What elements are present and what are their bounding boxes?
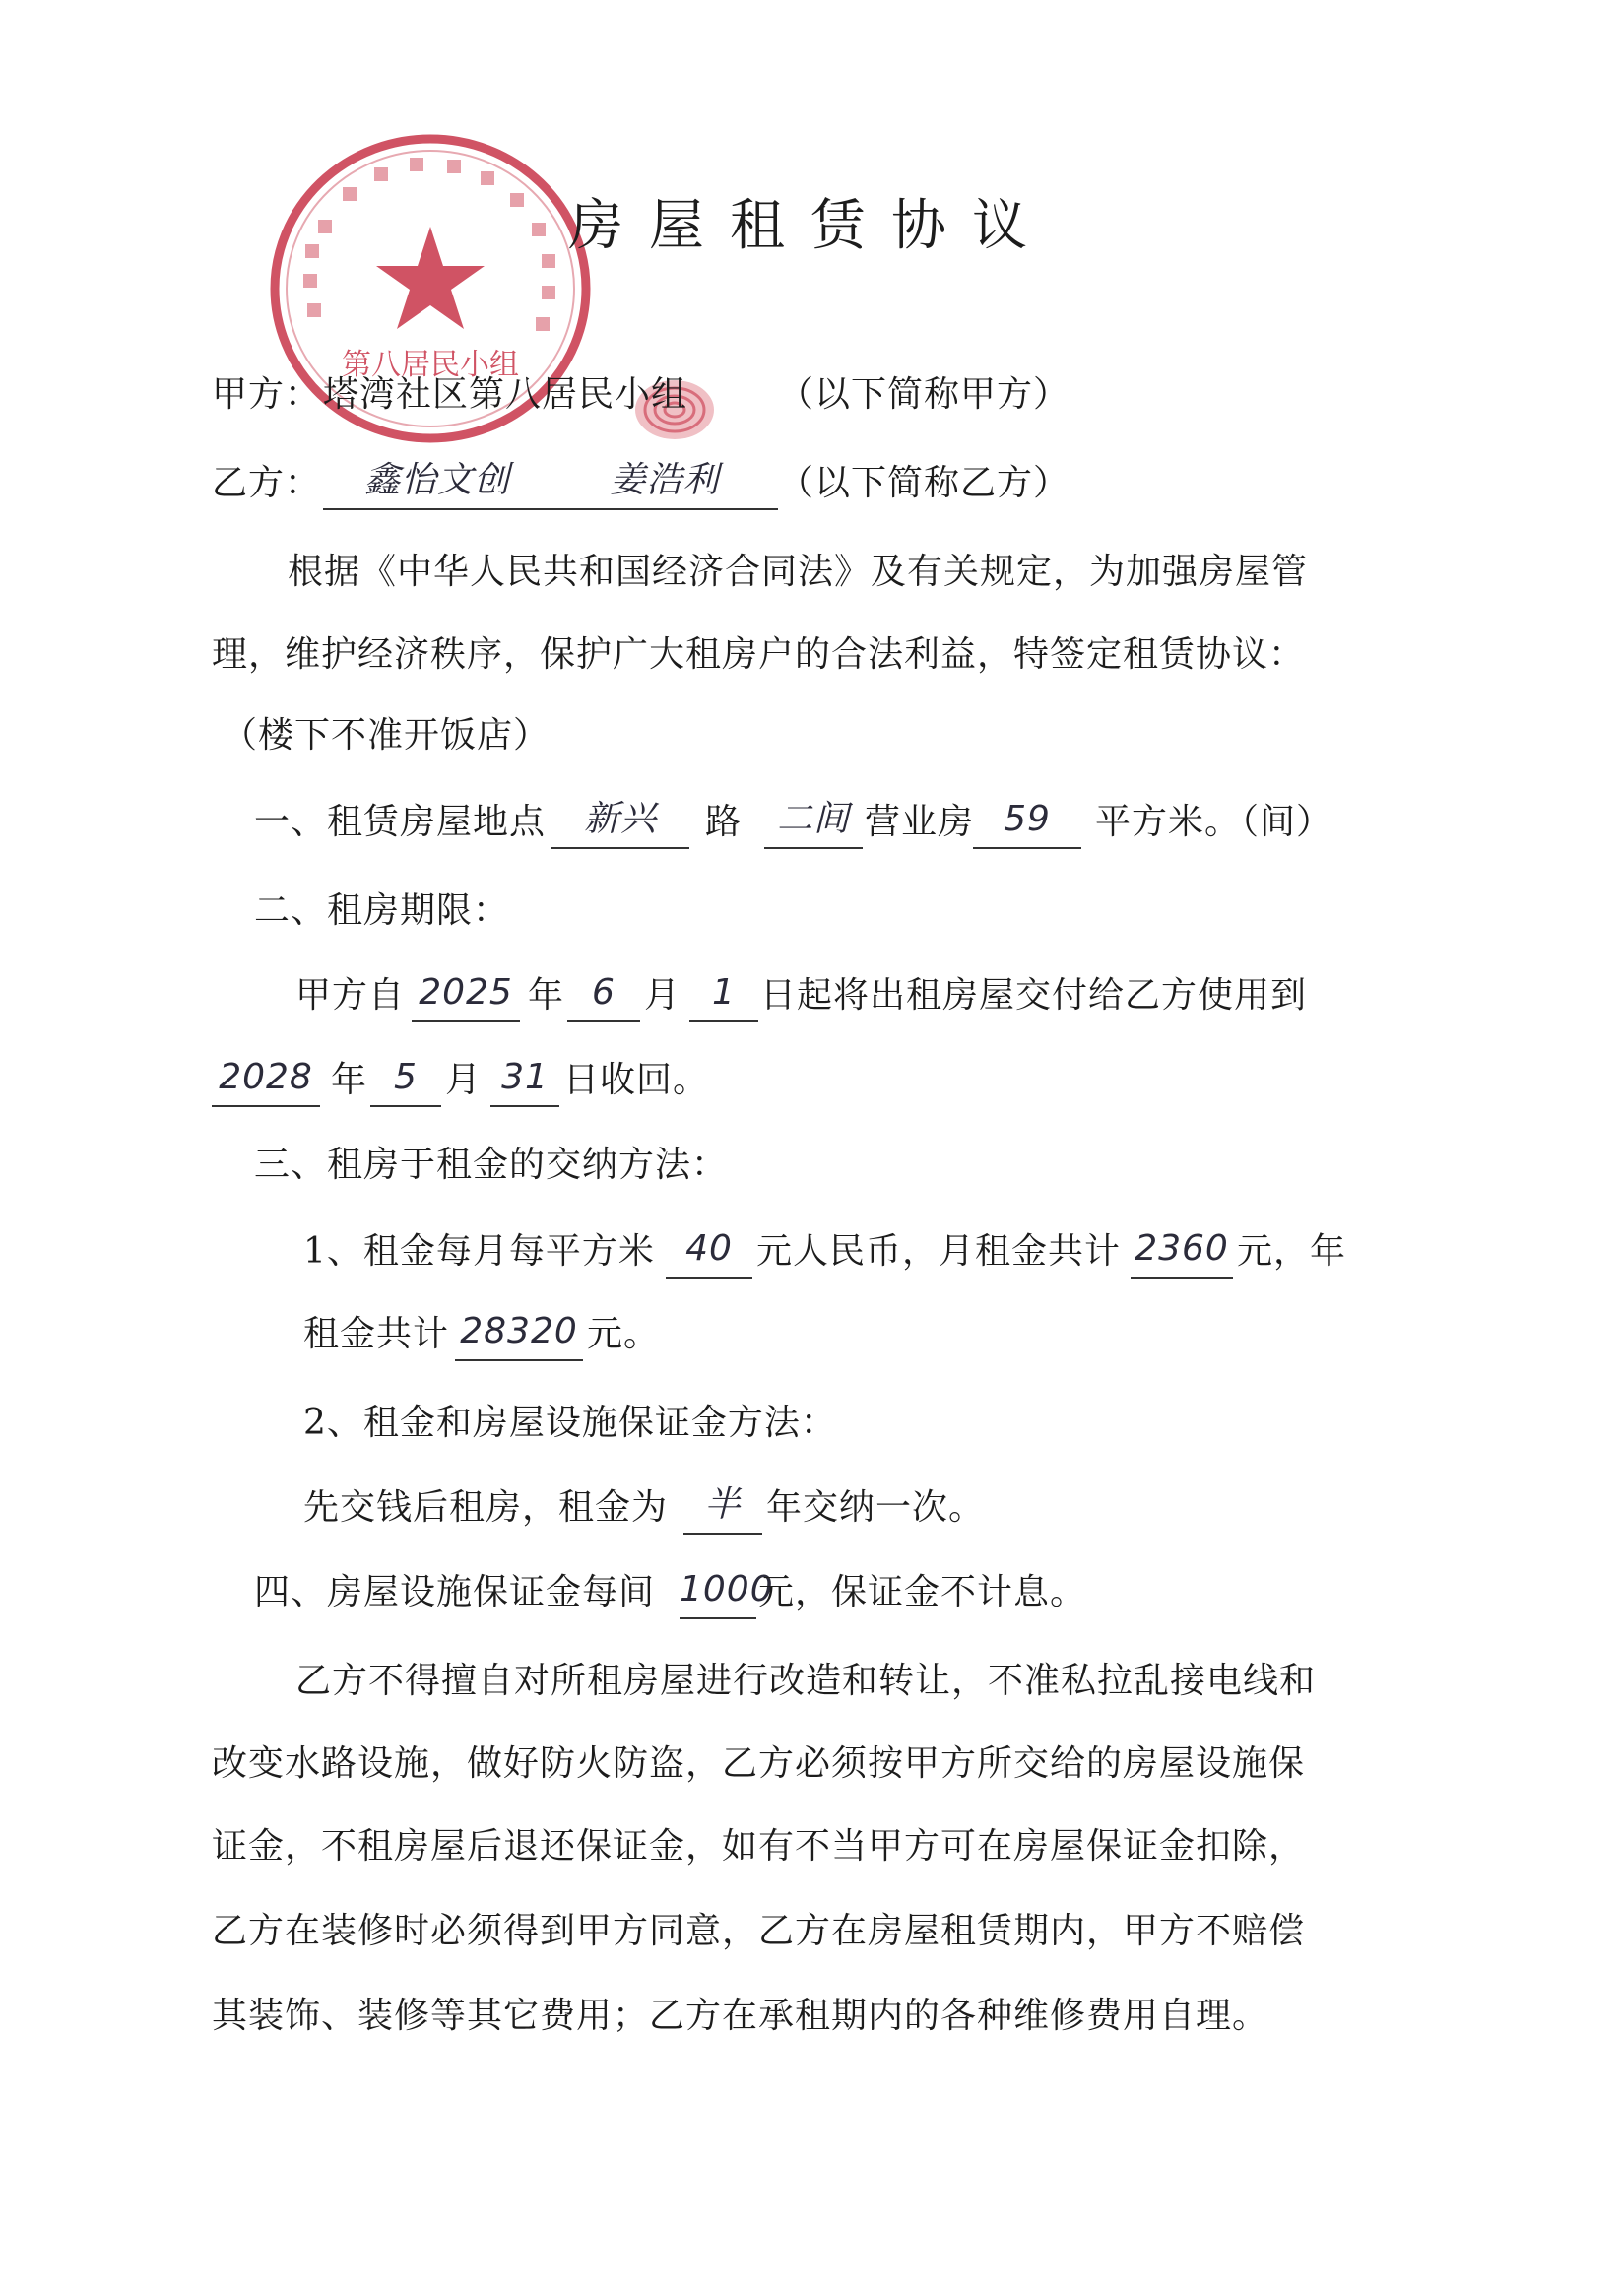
clause-2-end-year: 2028	[212, 1050, 320, 1107]
clause-3-item-1-prefix: 1、租金每月每平方米	[303, 1231, 655, 1272]
clause-1-rooms: 二间	[764, 792, 863, 849]
party-a-suffix: （以下简称甲方）	[778, 374, 1070, 415]
intro-line-1	[0, 538, 1621, 607]
clause-1-road: 路	[705, 802, 743, 842]
clause-4-deposit: 1000	[680, 1562, 756, 1619]
clause-2-start-month: 6	[567, 965, 640, 1022]
clause-3-heading	[0, 1131, 1621, 1200]
seal-center-text: 第八居民小组	[342, 348, 519, 382]
terms-text-4: 乙方在装修时必须得到甲方同意，乙方在房屋租赁期内，甲方不赔偿	[212, 1911, 1306, 1951]
party-b-company: 鑫怡文创	[323, 453, 551, 510]
party-a-line	[0, 361, 1621, 429]
clause-2-start-day: 1	[689, 965, 758, 1022]
clause-2-end-month-word: 月	[445, 1060, 483, 1100]
intro-text-2: 理，维护经济秩序，保护广大租房户的合法利益，特签定租赁协议：	[212, 634, 1306, 675]
clause-3-item-1-suffix: 元，年	[1237, 1231, 1347, 1272]
intro-note	[0, 701, 1621, 770]
clause-1-shop: 营业房	[865, 802, 975, 842]
party-b-prefix: 乙方：	[212, 463, 322, 503]
terms-line-4	[0, 1897, 1621, 1966]
clause-1-suffix: 平方米。（间）	[1095, 802, 1333, 842]
terms-line-5	[0, 1982, 1621, 2051]
clause-1-prefix: 一、租赁房屋地点	[254, 802, 547, 842]
clause-3-payment-line	[0, 1474, 1621, 1542]
clause-2-end-day: 31	[490, 1050, 559, 1107]
document-title: 房屋租赁协议	[568, 194, 1053, 258]
clause-3-payment-prefix: 先交钱后租房，租金为	[303, 1487, 669, 1528]
clause-2-start-line	[0, 961, 1621, 1030]
party-a-prefix: 甲方：	[212, 374, 322, 415]
clause-3-monthly-rent: 2360	[1131, 1221, 1233, 1279]
clause-3-payment-period: 半	[683, 1477, 762, 1535]
party-b-person: 姜浩利	[551, 453, 778, 510]
clause-3-item-2	[0, 1389, 1621, 1458]
clause-4-line	[0, 1558, 1621, 1627]
clause-2-start-year: 2025	[412, 965, 520, 1022]
clause-2-start-month-word: 月	[644, 975, 681, 1016]
clause-1-street: 新兴	[551, 792, 689, 849]
clause-2-start-year-word: 年	[528, 975, 565, 1016]
clause-2-heading-text: 二、租房期限：	[254, 890, 510, 931]
clause-3-item-2-text: 2、租金和房屋设施保证金方法：	[303, 1403, 837, 1443]
terms-line-2	[0, 1730, 1621, 1799]
clause-3-payment-suffix: 年交纳一次。	[766, 1487, 986, 1528]
clause-1-area: 59	[973, 792, 1081, 849]
clause-2-start-prefix: 甲方自	[295, 975, 406, 1016]
party-b-suffix: （以下简称乙方）	[778, 463, 1070, 503]
terms-text-1: 乙方不得擅自对所租房屋进行改造和转让，不准私拉乱接电线和	[295, 1661, 1317, 1701]
intro-line-2	[0, 621, 1621, 689]
terms-line-1	[0, 1647, 1621, 1716]
party-a-name: 塔湾社区第八居民小组	[323, 374, 688, 415]
clause-3-item-1-line-1	[0, 1217, 1621, 1286]
clause-1-line	[0, 788, 1621, 857]
clause-2-end-suffix: 日收回。	[563, 1060, 710, 1100]
clause-3-item-1-line-2	[0, 1300, 1621, 1369]
clause-2-end-line	[0, 1046, 1621, 1115]
clause-4-suffix: 元，保证金不计息。	[758, 1572, 1087, 1612]
clause-2-heading	[0, 877, 1621, 946]
intro-text-1: 根据《中华人民共和国经济合同法》及有关规定，为加强房屋管	[288, 552, 1309, 592]
clause-4-prefix: 四、房屋设施保证金每间	[254, 1572, 656, 1612]
party-b-line	[0, 449, 1621, 518]
clause-3-yearly-suffix: 元。	[587, 1314, 661, 1354]
terms-text-3: 证金，不租房屋后退还保证金，如有不当甲方可在房屋保证金扣除，	[212, 1826, 1306, 1867]
terms-line-3	[0, 1812, 1621, 1881]
clause-3-rate: 40	[666, 1221, 752, 1279]
clause-3-yearly-rent: 28320	[455, 1304, 583, 1361]
clause-2-end-year-word: 年	[331, 1060, 368, 1100]
clause-3-item-1-mid: 元人民币，月租金共计	[756, 1231, 1122, 1272]
clause-3-heading-text: 三、租房于租金的交纳方法：	[254, 1145, 729, 1185]
clause-2-start-suffix: 日起将出租房屋交付给乙方使用到	[760, 975, 1308, 1016]
terms-text-2: 改变水路设施，做好防火防盗，乙方必须按甲方所交给的房屋设施保	[212, 1743, 1306, 1784]
intro-note-text: （楼下不准开饭店）	[222, 715, 551, 755]
clause-3-yearly-prefix: 租金共计	[303, 1314, 450, 1354]
terms-text-5: 其装饰、装修等其它费用；乙方在承租期内的各种维修费用自理。	[212, 1996, 1269, 2036]
clause-2-end-month: 5	[370, 1050, 441, 1107]
